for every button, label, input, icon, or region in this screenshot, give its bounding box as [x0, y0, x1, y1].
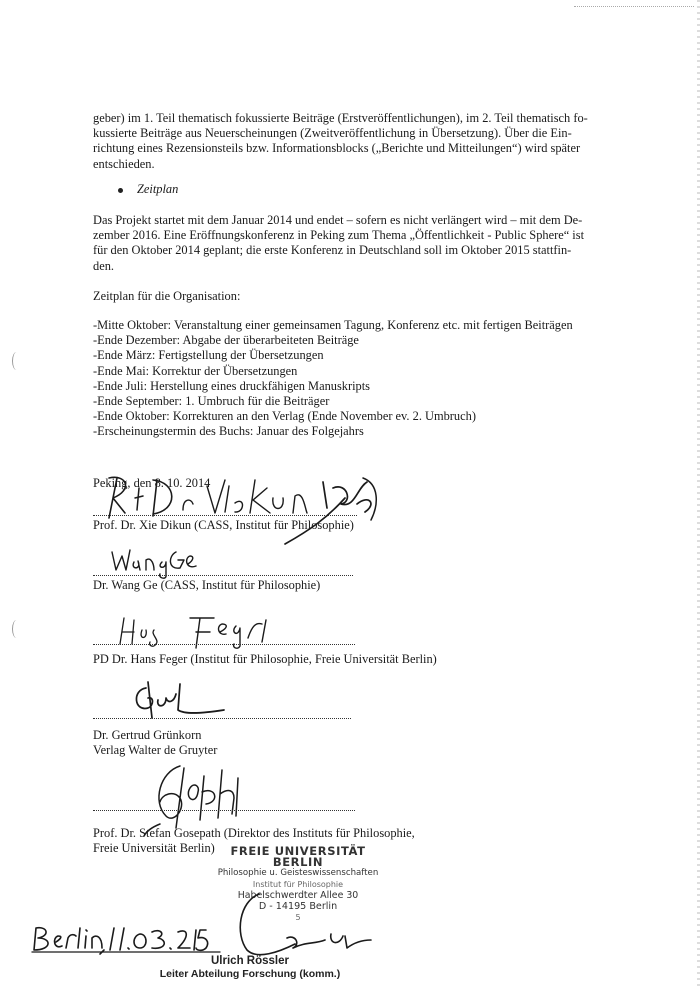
signatory-gosepath: Prof. Dr. Stefan Gosepath (Direktor des Instituts für Philosophie, [93, 826, 415, 840]
signature-line [93, 718, 351, 719]
paragraph-line: richtung eines Rezensionsteils bzw. Informationsblocks („Berichte und Mitteilungen“) wird später [93, 141, 581, 156]
stamp-line: FREIE UNIVERSITÄT BERLIN [230, 844, 366, 869]
stamp-line: Habelschwerdter Allee 30 [237, 890, 359, 901]
signature-block-roessler [155, 955, 345, 981]
section-heading [118, 182, 178, 197]
organisation-heading: Zeitplan für die Organisation: [93, 289, 241, 303]
organisation-list [93, 318, 573, 440]
intro-paragraph [93, 111, 613, 172]
signatory-xie: Prof. Dr. Xie Dikun (CASS, Institut für Philosophie) [93, 518, 354, 532]
stamp-line: 5 [295, 913, 301, 922]
paragraph-line: kussierte Beiträge aus Neuerscheinungen (Zweitveröffentlichung in Übersetzung). Über die Ein- [93, 126, 572, 141]
list-item: -Ende Juli: Herstellung eines druckfähigen Manuskripts [93, 378, 371, 393]
paragraph-line: Das Projekt startet mit dem Januar 2014 und endet – sofern es nicht verlängert wird – mit dem De- [93, 213, 583, 227]
signatory-feger: PD Dr. Hans Feger (Institut für Philosophie, Freie Universität Berlin) [93, 652, 437, 666]
xie-signature-icon [95, 468, 385, 548]
list-item: -Ende Oktober: Korrekturen an den Verlag (Ende November ev. 2. Umbruch) [93, 409, 476, 424]
paragraph-line: für den Oktober 2014 geplant; die erste Konferenz in Deutschland soll im Oktober 2015 stattfin- [93, 243, 572, 258]
list-item: -Erscheinungstermin des Buchs: Januar des Folgejahrs [93, 424, 364, 439]
list-item: -Ende Dezember: Abgabe der überarbeiteten Beiträge [93, 333, 359, 348]
punch-hole-mark [12, 352, 21, 370]
signatory-gosepath-affiliation: Freie Universität Berlin) [93, 841, 215, 855]
paragraph-line: den. [93, 258, 114, 273]
signature-line [93, 515, 357, 516]
stamp-line: Philosophie u. Geisteswissenschaften [217, 868, 379, 878]
signature-line [93, 575, 353, 576]
section-heading-label: Zeitplan [137, 182, 179, 196]
paragraph-line: geber) im 1. Teil thematisch fokussierte Beiträge (Erstveröffentlichungen), im 2. Teil thematisch fo- [93, 111, 588, 125]
list-item: -Mitte Oktober: Veranstaltung einer gemeinsamen Tagung, Konferenz etc. mit fertigen Beiträgen [93, 318, 573, 332]
punch-hole-mark [12, 620, 21, 638]
roessler-name: Ulrich Rössler [211, 955, 289, 967]
stamp-line: D - 14195 Berlin [258, 901, 338, 912]
list-item: -Ende Mai: Korrektur der Übersetzungen [93, 363, 298, 378]
list-item: -Ende September: 1. Umbruch für die Beiträger [93, 394, 330, 409]
paragraph-line: zember 2016. Eine Eröffnungskonferenz in Peking zum Thema „Öffentlichkeit - Public Sphere“ ist [93, 228, 585, 243]
timeline-paragraph [93, 213, 613, 274]
scan-top-artifact [574, 6, 694, 8]
bullet-icon [118, 188, 123, 193]
publisher-line: Verlag Walter de Gruyter [93, 743, 218, 757]
signatory-gruenkorn: Dr. Gertrud Grünkorn [93, 728, 202, 742]
signature-line [93, 644, 355, 645]
paragraph-line: entschieden. [93, 156, 155, 171]
stamp-line: Institut für Philosophie [252, 880, 344, 889]
berlin-date-handwriting-icon [30, 920, 230, 956]
feger-signature-icon [116, 612, 276, 652]
roessler-signature-icon [235, 890, 375, 960]
place-date: Peking, den 8. 10. 2014 [93, 476, 211, 490]
wang-signature-icon [108, 546, 208, 576]
signatory-wang: Dr. Wang Ge (CASS, Institut für Philosophie) [93, 578, 321, 592]
roessler-title: Leiter Abteilung Forschung (komm.) [159, 968, 341, 980]
list-item: -Ende März: Fertigstellung der Übersetzungen [93, 348, 324, 363]
signature-line [93, 810, 355, 811]
